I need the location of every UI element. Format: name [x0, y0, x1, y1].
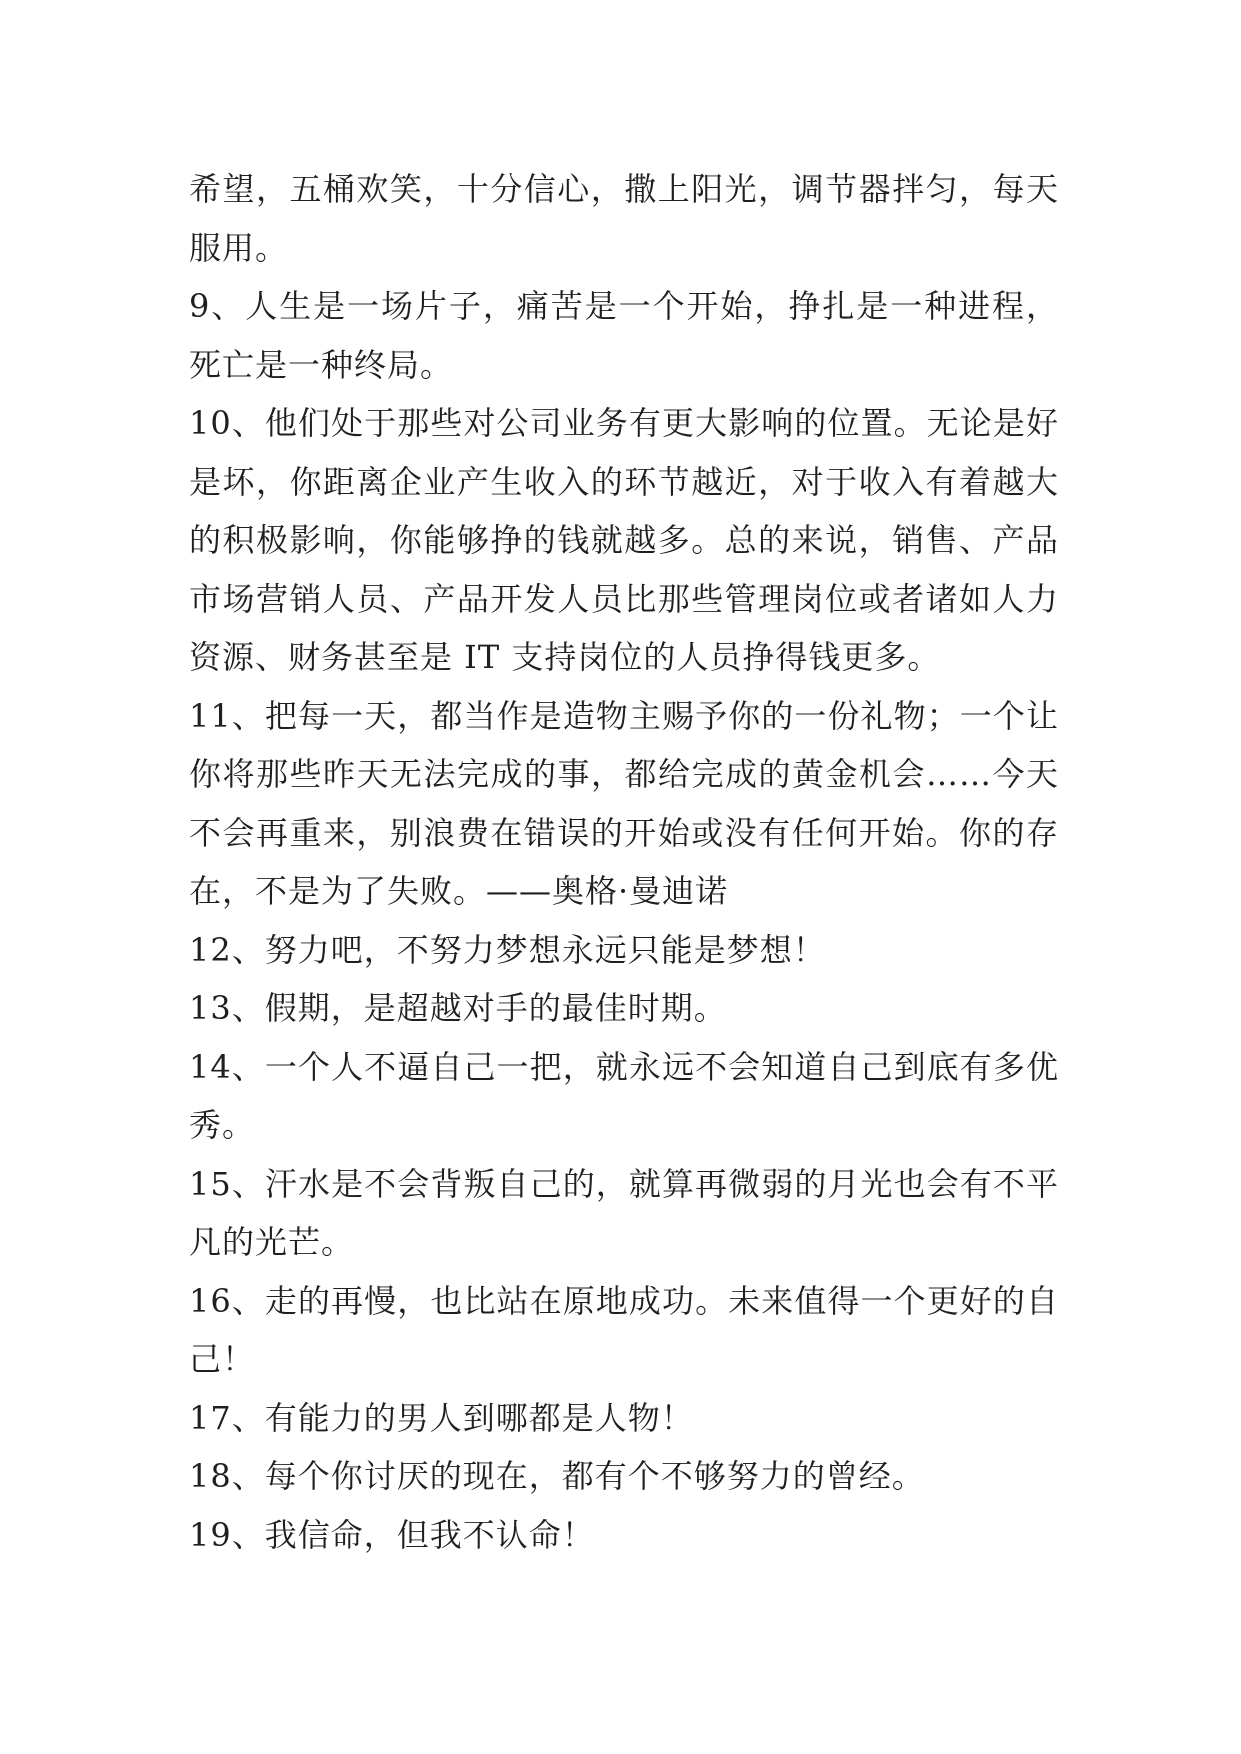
- paragraph-continuation: 希望，五桶欢笑，十分信心，撒上阳光，调节器拌匀，每天服用。: [189, 170, 1059, 267]
- paragraph-item-18: 18、每个你讨厌的现在，都有个不够努力的曾经。: [189, 1457, 925, 1495]
- paragraph-item-16: 16、走的再慢，也比站在原地成功。未来值得一个更好的自己！: [189, 1281, 1059, 1378]
- paragraph-item-13: 13、假期，是超越对手的最佳时期。: [189, 989, 727, 1027]
- paragraph-item-11: 11、把每一天，都当作是造物主赐予你的一份礼物；一个让你将那些昨天无法完成的事，都给完成的黄金机会……今天不会再重来，别浪费在错误的开始或没有任何开始。你的存在，不是为了失败。——奥格·曼迪诺: [189, 696, 1059, 910]
- paragraph-item-19: 19、我信命，但我不认命！: [189, 1515, 595, 1554]
- paragraph-item-12: 12、努力吧，不努力梦想永远只能是梦想！: [189, 930, 826, 969]
- paragraph-item-10: 10、他们处于那些对公司业务有更大影响的位置。无论是好是坏，你距离企业产生收入的环节越近，对于收入有着越大的积极影响，你能够挣的钱就越多。总的来说，销售、产品市场营销人员、产品开发人员比那些管理岗位或者诸如人力资源、财务甚至是 IT 支持岗位的人员挣得钱更多。: [189, 404, 1059, 676]
- paragraph-item-9: 9、人生是一场片子，痛苦是一个开始，挣扎是一种进程，死亡是一种终局。: [189, 287, 1059, 384]
- document-body: [189, 160, 1059, 1564]
- paragraph-item-15: 15、汗水是不会背叛自己的，就算再微弱的月光也会有不平凡的光芒。: [189, 1164, 1059, 1261]
- paragraph-item-17: 17、有能力的男人到哪都是人物！: [189, 1398, 694, 1437]
- paragraph-item-14: 14、一个人不逼自己一把，就永远不会知道自己到底有多优秀。: [189, 1047, 1059, 1144]
